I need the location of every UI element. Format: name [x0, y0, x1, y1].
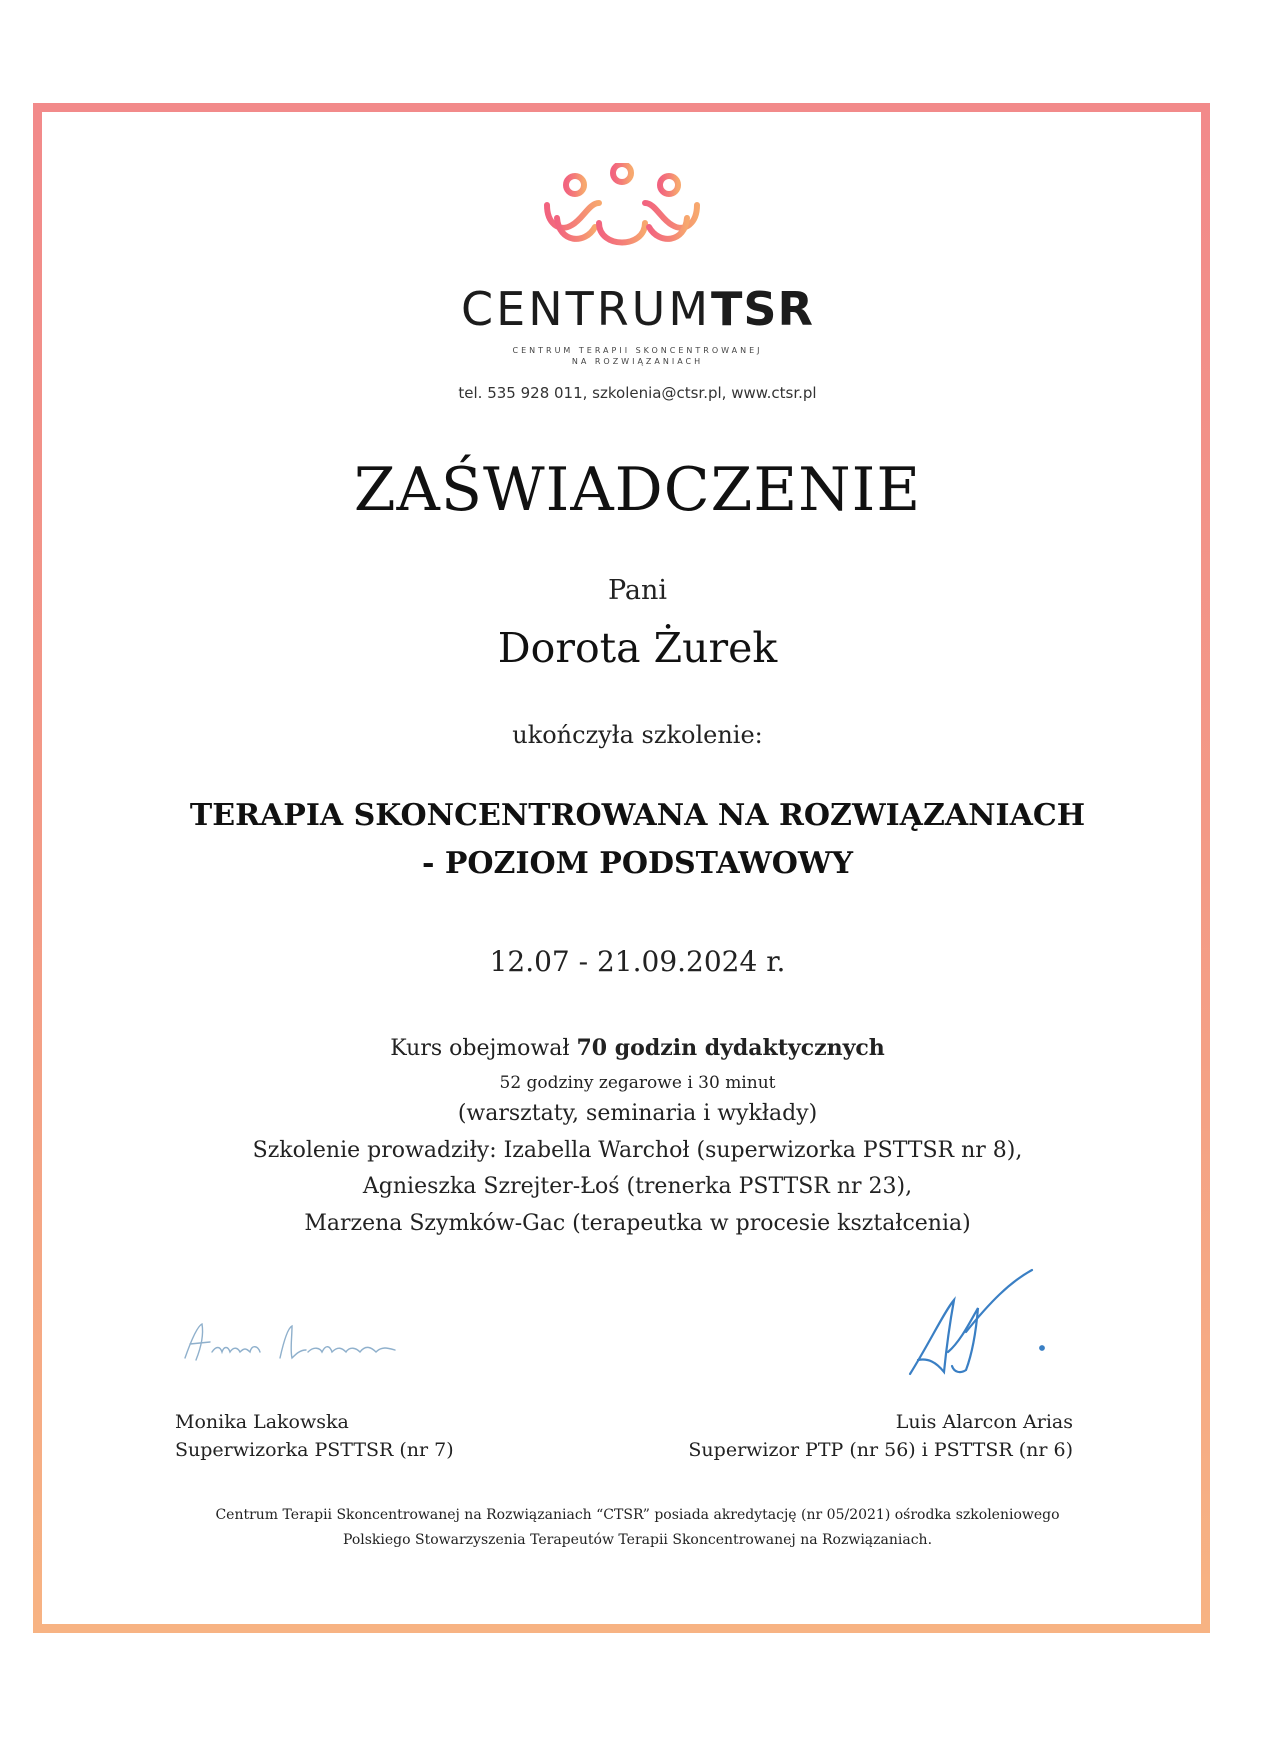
contact-info: tel. 535 928 011, szkolenia@ctsr.pl, www.ctsr.pl	[458, 384, 817, 402]
accreditation-note	[0, 1503, 1275, 1553]
salutation: Pani	[607, 575, 668, 606]
brand-bold: TSR	[711, 282, 814, 336]
brand-name	[0, 282, 1275, 336]
hours-prefix: Kurs obejmował	[390, 1036, 577, 1061]
left-handwritten-signature	[180, 1318, 410, 1368]
signer-left-name: Monika Lakowska	[175, 1411, 349, 1433]
right-handwritten-signature	[900, 1262, 1060, 1382]
certificate-title: ZAŚWIADCZENIE	[353, 455, 922, 525]
signer-left	[175, 1408, 454, 1464]
completed-text: ukończyła szkolenie:	[512, 721, 763, 749]
accreditation-line-2: Polskiego Stowarzyszenia Terapeutów Terapii Skoncentrowanej na Rozwiązaniach.	[342, 1532, 933, 1548]
hours-bold: 70 godzin dydaktycznych	[576, 1035, 885, 1061]
signer-right	[688, 1408, 1073, 1464]
brand-light: CENTRUM	[461, 282, 712, 336]
clock-hours: 52 godziny zegarowe i 30 minut	[499, 1073, 776, 1093]
course-title	[0, 792, 1275, 888]
signer-right-role: Superwizor PTP (nr 56) i PSTTSR (nr 6)	[688, 1439, 1073, 1461]
course-title-line2: - POZIOM PODSTAWOWY	[421, 846, 854, 881]
three-people-logo-icon	[537, 163, 707, 263]
course-forms: (warsztaty, seminaria i wykłady)	[457, 1101, 818, 1126]
course-title-line1: TERAPIA SKONCENTROWANA NA ROZWIĄZANIACH	[189, 798, 1086, 833]
brand-tagline-2: NA ROZWIĄZANIACH	[571, 357, 704, 366]
course-dates: 12.07 - 21.09.2024 r.	[489, 945, 786, 978]
trainers-line-3: Marzena Szymków-Gac (terapeutka w procesie kształcenia)	[304, 1211, 971, 1236]
trainers-line-2: Agnieszka Szrejter-Łoś (trenerka PSTTSR nr 23),	[362, 1174, 913, 1199]
recipient-name: Dorota Żurek	[497, 624, 778, 672]
trainers-line-1: Szkolenie prowadziły: Izabella Warchoł (superwizorka PSTTSR nr 8),	[252, 1138, 1023, 1163]
signer-right-name: Luis Alarcon Arias	[895, 1411, 1073, 1433]
course-hours	[0, 1035, 1275, 1061]
accreditation-line-1: Centrum Terapii Skoncentrowanej na Rozwiązaniach “CTSR” posiada akredytację (nr 05/2021) ośrodka szkoleniowego	[215, 1507, 1060, 1523]
signer-left-role: Superwizorka PSTTSR (nr 7)	[175, 1439, 454, 1461]
brand-tagline-1: CENTRUM TERAPII SKONCENTROWANEJ	[512, 346, 763, 355]
